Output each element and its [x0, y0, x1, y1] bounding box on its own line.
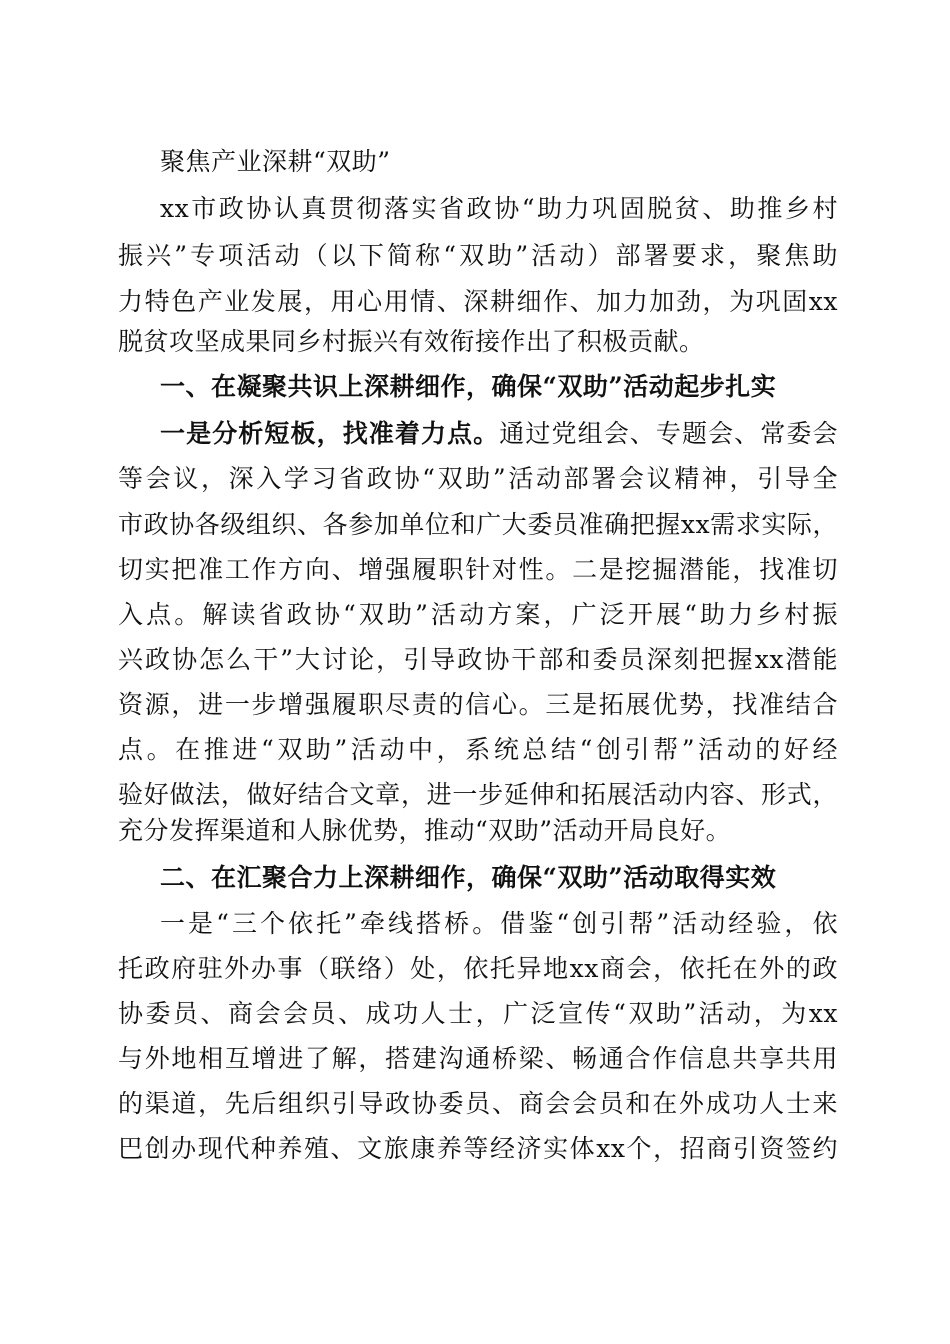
section-2-heading: 二、在汇聚合力上深耕细作，确保“双助”活动取得实效	[160, 863, 777, 892]
section-2-line-4: 与外地相互增进了解，搭建沟通桥梁、畅通合作信息共享共用	[118, 1044, 838, 1073]
section-1-line-8: 点。在推进“双助”活动中，系统总结“创引帮”活动的好经	[118, 735, 838, 764]
section-1-line-7: 资源，进一步增强履职尽责的信心。三是拓展优势，找准结合	[118, 690, 838, 719]
section-1-line-6: 兴政协怎么干”大讨论，引导政协干部和委员深刻把握xx潜能	[118, 645, 838, 674]
section-2-line-6: 巴创办现代种养殖、文旅康养等经济实体xx个，招商引资签约	[118, 1134, 838, 1163]
intro-line-1: xx市政协认真贯彻落实省政协“助力巩固脱贫、助推乡村	[160, 194, 838, 223]
section-1-lead: 一是分析短板，找准着力点。	[160, 419, 500, 448]
intro-line-2: 振兴”专项活动（以下简称“双助”活动）部署要求，聚焦助	[118, 241, 838, 270]
intro-line-3: 力特色产业发展，用心用情、深耕细作、加力加劲，为巩固xx	[118, 287, 838, 316]
section-2-line-3: 协委员、商会会员、成功人士，广泛宣传“双助”活动，为xx	[118, 999, 838, 1028]
section-1-first-rest: 通过党组会、专题会、常委会	[499, 419, 838, 448]
section-2-first-line	[160, 908, 838, 940]
section-1-line-2: 等会议，深入学习省政协“双助”活动部署会议精神，引导全	[118, 464, 838, 493]
section-1-line-10: 充分发挥渠道和人脉优势，推动“双助”活动开局良好。	[118, 816, 732, 845]
section-1-line-5: 入点。解读省政协“双助”活动方案，广泛开展“助力乡村振	[118, 600, 838, 629]
section-1-line-9: 验好做法，做好结合文章，进一步延伸和拓展活动内容、形式，	[118, 780, 838, 809]
intro-line-4: 脱贫攻坚成果同乡村振兴有效衔接作出了积极贡献。	[118, 327, 705, 356]
section-1-first-line	[160, 418, 838, 450]
section-1-line-4: 切实把准工作方向、增强履职针对性。二是挖掘潜能，找准切	[118, 555, 838, 584]
document-title: 聚焦产业深耕“双助”	[160, 147, 391, 176]
section-2-line-2: 托政府驻外办事（联络）处，依托异地xx商会，依托在外的政	[118, 954, 838, 983]
section-2-line-5: 的渠道，先后组织引导政协委员、商会会员和在外成功人士来	[118, 1089, 838, 1118]
section-1-line-3: 市政协各级组织、各参加单位和广大委员准确把握xx需求实际，	[118, 510, 838, 539]
section-1-heading: 一、在凝聚共识上深耕细作，确保“双助”活动起步扎实	[160, 372, 777, 401]
section-2-first-rest: 借鉴“创引帮”活动经验，依	[500, 909, 838, 938]
section-2-lead: 一是“三个依托”牵线搭桥。	[160, 909, 501, 938]
